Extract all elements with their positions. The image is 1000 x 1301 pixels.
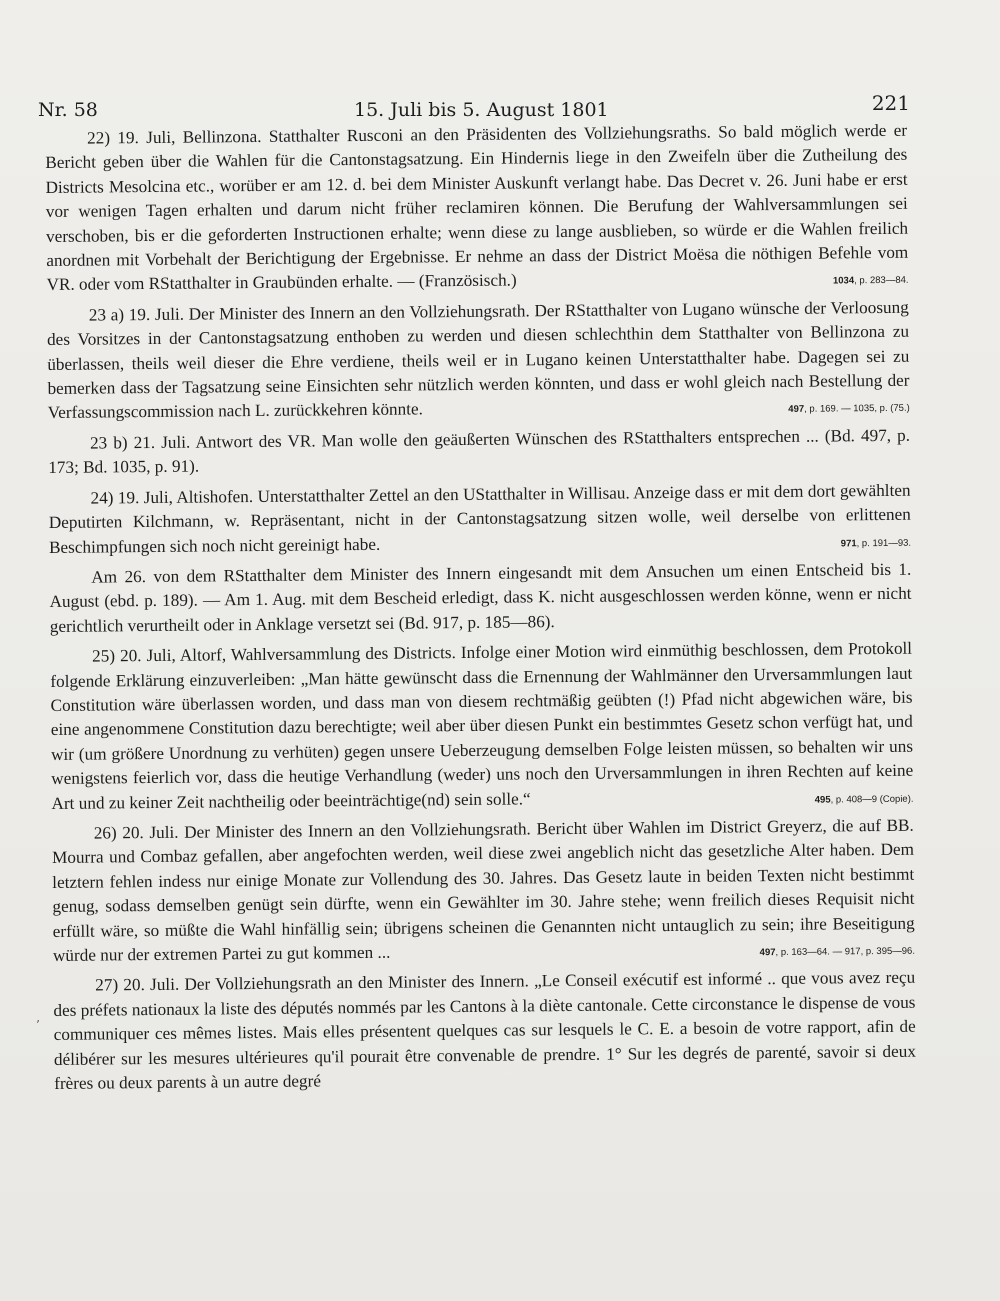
source-volume: 1034: [832, 275, 855, 287]
date-range-title: 15. Juli bis 5. August 1801: [354, 99, 609, 121]
entry-23b: [48, 424, 910, 481]
entry-23a: [47, 296, 910, 426]
source-reference: [746, 397, 910, 423]
entry-text: 24) 19. Juli, Altishofen. Unterstatthalter Zettel an den UStatthalter in Willisau. Anzeige dass er mit dem dort gewählten Deputirten Kilchmann, w. Repräsentant, nicht in der Cantonstagsatzung sitzen wolle, weil derselbe von erlittenen Beschimpfungen sich noch nicht gereinigt habe.: [48, 480, 911, 557]
entry-25: [50, 637, 914, 816]
source-pages: , p. 169. — 1035, p. (75.): [804, 403, 910, 416]
entry-text: 23 b) 21. Juli. Antwort des VR. Man wolle den geäußerten Wünschen des RStatthalters entsprechen ... (Bd. 497, p. 173; Bd. 1035, p. 91).: [48, 425, 911, 478]
source-volume: 971: [840, 537, 857, 549]
page-body: [45, 119, 916, 1103]
entry-24-note: [49, 558, 912, 639]
source-pages: , p. 408—9 (Copie).: [830, 793, 914, 806]
document-number: Nr. 58: [38, 99, 98, 121]
margin-mark: ’: [36, 1018, 40, 1032]
entry-27: [53, 966, 916, 1096]
page-number: 221: [871, 91, 910, 115]
entry-text: 26) 20. Juli. Der Minister des Innern an den Vollziehungsrath. Bericht über Wahlen im District Greyerz, die auf BB. Mourra und Combaz gefallen, aber angefochten werden, weil diese zwei angeblich nicht das gesetzliche Alter haben. Dem letztern fehlen indess nur einige Monate zur Vollendung des 30. Jahres. Das Gesetz laute in beiden Texten nicht bestimmt genug, sodass demselben genügt sein dürfte, wenn ein Gewählter im 30. Jahre stehe; wenn freilich dieses Requisit nicht erfüllt wäre, so müßte die Wahl hinfällig sein; übrigens scheinen die Genannten nicht untauglich zu sein; ihre Beseitigung würde nur der extremen Partei zu gut kommen ...: [51, 815, 915, 965]
entry-text: Am 26. von dem RStatthalter dem Minister des Innern eingesandt mit dem Ansuchen um einen Entscheid bis 1. August (ebd. p. 189). — Am 1. Aug. mit dem Bescheid erledigt, dass K. nicht ausgeschlossen werden könne, wenn er nicht gerichtlich verurtheilt oder in Anklage versetzt sei (Bd. 917, p. 185—86).: [49, 559, 912, 636]
source-volume: 497: [788, 404, 805, 416]
source-volume: 497: [759, 947, 776, 959]
source-volume: 495: [814, 794, 831, 806]
entry-text: 22) 19. Juli, Bellinzona. Statthalter Rusconi an den Präsidenten des Vollziehungsraths. So bald möglich werde er Bericht geben über die Wahlen für die Cantonstagsatzung. Ein Hindernis liege in den Zweifeln über die Zutheilung des Districts Mesolcina etc., worüber er am 12. d. bei dem Minister Auskunft verlangt habe. Das Decret v. 26. Juni habe er erst vor wenigen Tagen erhalten und darum nicht früher reclamiren können. Die Berufung der Wahlversammlungen sei verschoben, bis er die geforderten Instructionen erhalte; wenn diese zu lange ausblieben, so würde er die Wahlen freilich anordnen mit Vorbehalt der Berichtigung der Ergebnisse. Er nehme an dass der District Moësa die nöthigen Befehle vom VR. oder vom RStatthalter in Graubünden erhalte. — (Französisch.): [45, 120, 909, 295]
entry-26: [52, 814, 915, 969]
entry-text: 25) 20. Juli, Altorf, Wahlversammlung des Districts. Infolge einer Motion wird einmüthig beschlossen, dem Protokoll folgende Erklärung einzuverleiben: „Man hätte gewünscht dass die Ernennung der Wahlmänner den Urversammlungen laut Constitution wäre überlassen worden, und dass man von diesem rechtmäßig geübten (!) Pfad nicht abgewichen wäre, bis eine angenommene Constitution dazu berechtigte; weil aber über diesen Punkt ein bestimmtes Gesetz schon verfügt hat, und wir (um größere Unordnung zu verhüten) gegen unsere Ueberzeugung demselben Folge leisten müssen, so behalten wir uns wenigstens feierlich vor, dass die heutige Verhandlung (weder) uns noch den Urversammlungen in ihren Rechten auf keine Art und zu keiner Zeit nachtheilig oder beeinträchtige(nd) sein solle.“: [50, 638, 914, 813]
source-pages: , p. 283—84.: [854, 275, 909, 287]
source-reference: [799, 531, 911, 556]
source-pages: , p. 163—64. — 917, p. 395—96.: [775, 945, 916, 959]
entry-text: 27) 20. Juli. Der Vollziehungsrath an den Minister des Innern. „Le Conseil exécutif est informé .. que vous avez reçu des préfets nationaux la liste des députés nommés par les Cantons à la diète cantonale. Cette circonstance le dispense de vous communiquer ces mêmes listes. Mais elles présentent quelques cas sur lesquels le C. E. a besoin de votre rapport, afin de délibérer sur les mesures ultérieures qu'il pourait être convenable de prendre. 1° Sur les degrés de parenté, savoir si deux frères ou deux parents à un autre degré: [53, 968, 916, 1093]
source-pages: , p. 191—93.: [856, 537, 912, 549]
entry-24: [48, 478, 911, 559]
source-reference: [718, 940, 916, 966]
entry-text: 23 a) 19. Juli. Der Minister des Innern an den Vollziehungsrath. Der RStatthalter von Lugano wünsche der Verloosung des Vorsitzes in der Cantonstagsatzung enthoben zu werden und diesen schlechthin dem Statthalter von Bellinzona zu überlassen, theils weil dieser die Ehre verdiene, theils weil er in Lugano keinen Unterstatthalter habe. Dagegen sei zu bemerken dass der Tagsatzung seine Einsichten sehr nützlich werden könnten, und dass er wohl gleich nach Bestellung der Verfassungscommission nach L. zurückkehren könnte.: [46, 297, 910, 423]
source-reference: [791, 269, 909, 295]
entry-22: [45, 119, 909, 298]
source-reference: [773, 787, 914, 813]
